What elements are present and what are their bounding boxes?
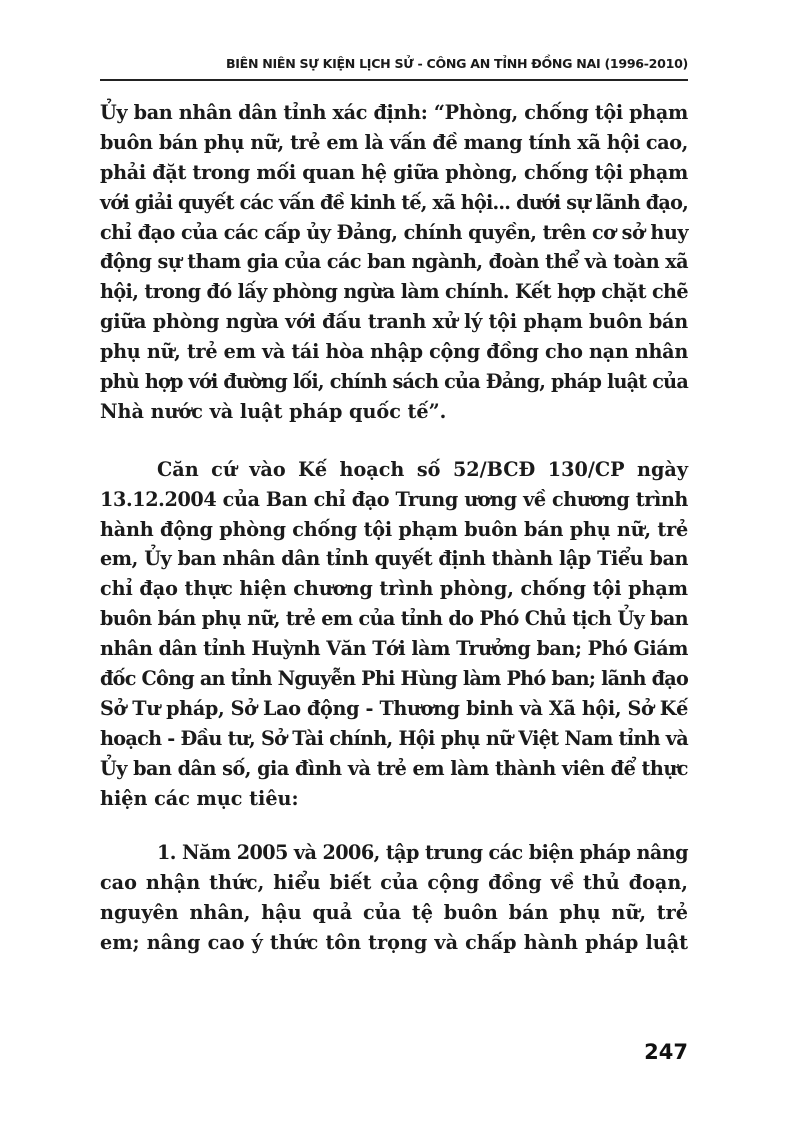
text-line: buôn bán phụ nữ, trẻ em là vấn đề mang tính xã hội cao,	[100, 130, 688, 154]
text-line: động sự tham gia của các ban ngành, đoàn thể và toàn xã	[100, 250, 688, 274]
text-line: em; nâng cao ý thức tôn trọng và chấp hành pháp luật	[100, 931, 688, 955]
text-line: phù hợp với đường lối, chính sách của Đảng, pháp luật của	[100, 370, 688, 394]
paragraph-gap	[100, 427, 688, 455]
text-line: Ủy ban dân số, gia đình và trẻ em làm thành viên để thực	[100, 756, 688, 780]
text-line: cao nhận thức, hiểu biết của cộng đồng về thủ đoạn,	[100, 871, 688, 895]
paragraph	[100, 838, 688, 958]
paragraph	[100, 98, 688, 427]
text-line: phụ nữ, trẻ em và tái hòa nhập cộng đồng cho nạn nhân	[100, 340, 688, 364]
body-text	[100, 98, 688, 958]
text-line: buôn bán phụ nữ, trẻ em của tỉnh do Phó Chủ tịch Ủy ban	[100, 607, 688, 631]
text-line: phải đặt trong mối quan hệ giữa phòng, chống tội phạm	[100, 160, 688, 184]
text-line: với giải quyết các vấn đề kinh tế, xã hội... dưới sự lãnh đạo,	[100, 190, 688, 214]
text-line: hội, trong đó lấy phòng ngừa làm chính. Kết hợp chặt chẽ	[100, 280, 688, 304]
text-line: em, Ủy ban nhân dân tỉnh quyết định thành lập Tiểu ban	[100, 547, 688, 571]
running-header: BIÊN NIÊN SỰ KIỆN LỊCH SỬ - CÔNG AN TỈNH ĐỒNG NAI (1996-2010)	[225, 56, 688, 71]
text-line: đốc Công an tỉnh Nguyễn Phi Hùng làm Phó ban; lãnh đạo	[100, 667, 688, 691]
text-line: 13.12.2004 của Ban chỉ đạo Trung ương về chương trình	[100, 487, 688, 511]
text-line: hành động phòng chống tội phạm buôn bán phụ nữ, trẻ	[100, 517, 688, 541]
text-line: hoạch - Đầu tư, Sở Tài chính, Hội phụ nữ Việt Nam tỉnh và	[100, 726, 688, 750]
text-line: Căn cứ vào Kế hoạch số 52/BCĐ 130/CP ngày	[157, 457, 688, 481]
paragraph-gap	[100, 813, 688, 838]
text-line: chỉ đạo của các cấp ủy Đảng, chính quyền, trên cơ sở huy	[100, 220, 688, 244]
header-rule	[100, 79, 688, 81]
text-line: nhân dân tỉnh Huỳnh Văn Tới làm Trưởng ban; Phó Giám	[100, 637, 689, 661]
text-line: Ủy ban nhân dân tỉnh xác định: “Phòng, chống tội phạm	[100, 101, 688, 124]
text-line: nguyên nhân, hậu quả của tệ buôn bán phụ nữ, trẻ	[100, 901, 688, 925]
text-line: chỉ đạo thực hiện chương trình phòng, chống tội phạm	[100, 577, 688, 601]
text-line: 1. Năm 2005 và 2006, tập trung các biện pháp nâng	[157, 841, 688, 865]
text-line: Sở Tư pháp, Sở Lao động - Thương binh và Xã hội, Sở Kế	[100, 696, 688, 720]
paragraph	[100, 455, 688, 814]
text-line: Nhà nước và luật pháp quốc tế”.	[100, 399, 447, 423]
text-line: giữa phòng ngừa với đấu tranh xử lý tội phạm buôn bán	[100, 310, 688, 334]
page-number: 247	[644, 1040, 688, 1064]
text-line: hiện các mục tiêu:	[100, 786, 299, 810]
